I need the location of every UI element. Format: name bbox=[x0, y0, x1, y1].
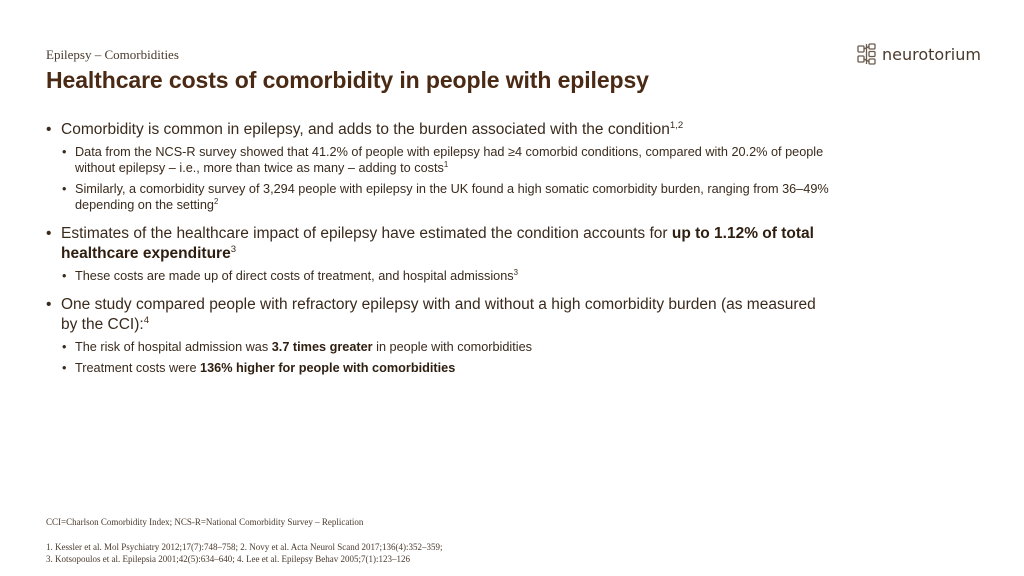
brand-logo bbox=[857, 43, 981, 65]
references bbox=[46, 541, 442, 565]
sub-bullet-direct-costs: • These costs are made up of direct costs of treatment, and hospital admissions$^3$ bbox=[61, 268, 834, 284]
reference-line: 1. Kessler et al. Mol Psychiatry 2012;17(7):748–758; 2. Novy et al. Acta Neurol Scand 2017;136(4):352–359; bbox=[46, 542, 443, 552]
neurotorium-logo-icon bbox=[857, 43, 877, 65]
sub-bullet-hospital-risk: • The risk of hospital admission was 3.7 times greater in people with comorbidities bbox=[61, 339, 834, 355]
bullet-refractory-study: • One study compared people with refractory epilepsy with and without a high comorbidity burden (as measured by the CCI):$^4$ • The risk of hospital admission was 3.7 times greater in people with comorbidities • Treatment costs were 136% higher for people with comorbidities bbox=[44, 295, 834, 376]
abbreviations-footnote: CCI=Charlson Comorbidity Index; NCS-R=National Comorbidity Survey – Replication bbox=[46, 517, 364, 527]
logo-text: neurotorium bbox=[882, 44, 981, 64]
sub-bullet-uk-survey: • Similarly, a comorbidity survey of 3,294 people with epilepsy in the UK found a high somatic comorbidity burden, ranging from 36–49% depending on the setting$^2$ bbox=[61, 181, 834, 213]
bullet-comorbidity-common: • Comorbidity is common in epilepsy, and adds to the burden associated with the condition$^{1,2}$ • Data from the NCS-R survey showed that 41.2% of people with epilepsy had ≥4 comorbid conditions, compared with 20.2% of people without epilepsy – i.e., more than twice as many – adding to costs$^1$ • Similarly, a comorbidity survey of 3,294 people with epilepsy in the UK found a high somatic comorbidity burden, ranging from 36–49% depending on the setting$^2$ bbox=[44, 120, 834, 213]
page-title: Healthcare costs of comorbidity in people with epilepsy bbox=[46, 67, 649, 93]
bullet-healthcare-impact: • Estimates of the healthcare impact of epilepsy have estimated the condition accounts for up to 1.12% of total healthcare expenditure$^3$ • These costs are made up of direct costs of treatment, and hospital admissions$^3$ bbox=[44, 224, 834, 284]
bullet-content bbox=[44, 120, 834, 381]
reference-line: 3. Kotsopoulos et al. Epilepsia 2001;42(5):634–640; 4. Lee et al. Epilepsy Behav 2005;7(1):123–126 bbox=[46, 554, 410, 564]
section-label: Epilepsy – Comorbidities bbox=[46, 47, 179, 62]
sub-bullet-treatment-costs: • Treatment costs were 136% higher for people with comorbidities bbox=[61, 360, 834, 376]
sub-bullet-ncs-r: • Data from the NCS-R survey showed that 41.2% of people with epilepsy had ≥4 comorbid conditions, compared with 20.2% of people without epilepsy – i.e., more than twice as many – adding to costs$^1$ bbox=[61, 144, 834, 176]
